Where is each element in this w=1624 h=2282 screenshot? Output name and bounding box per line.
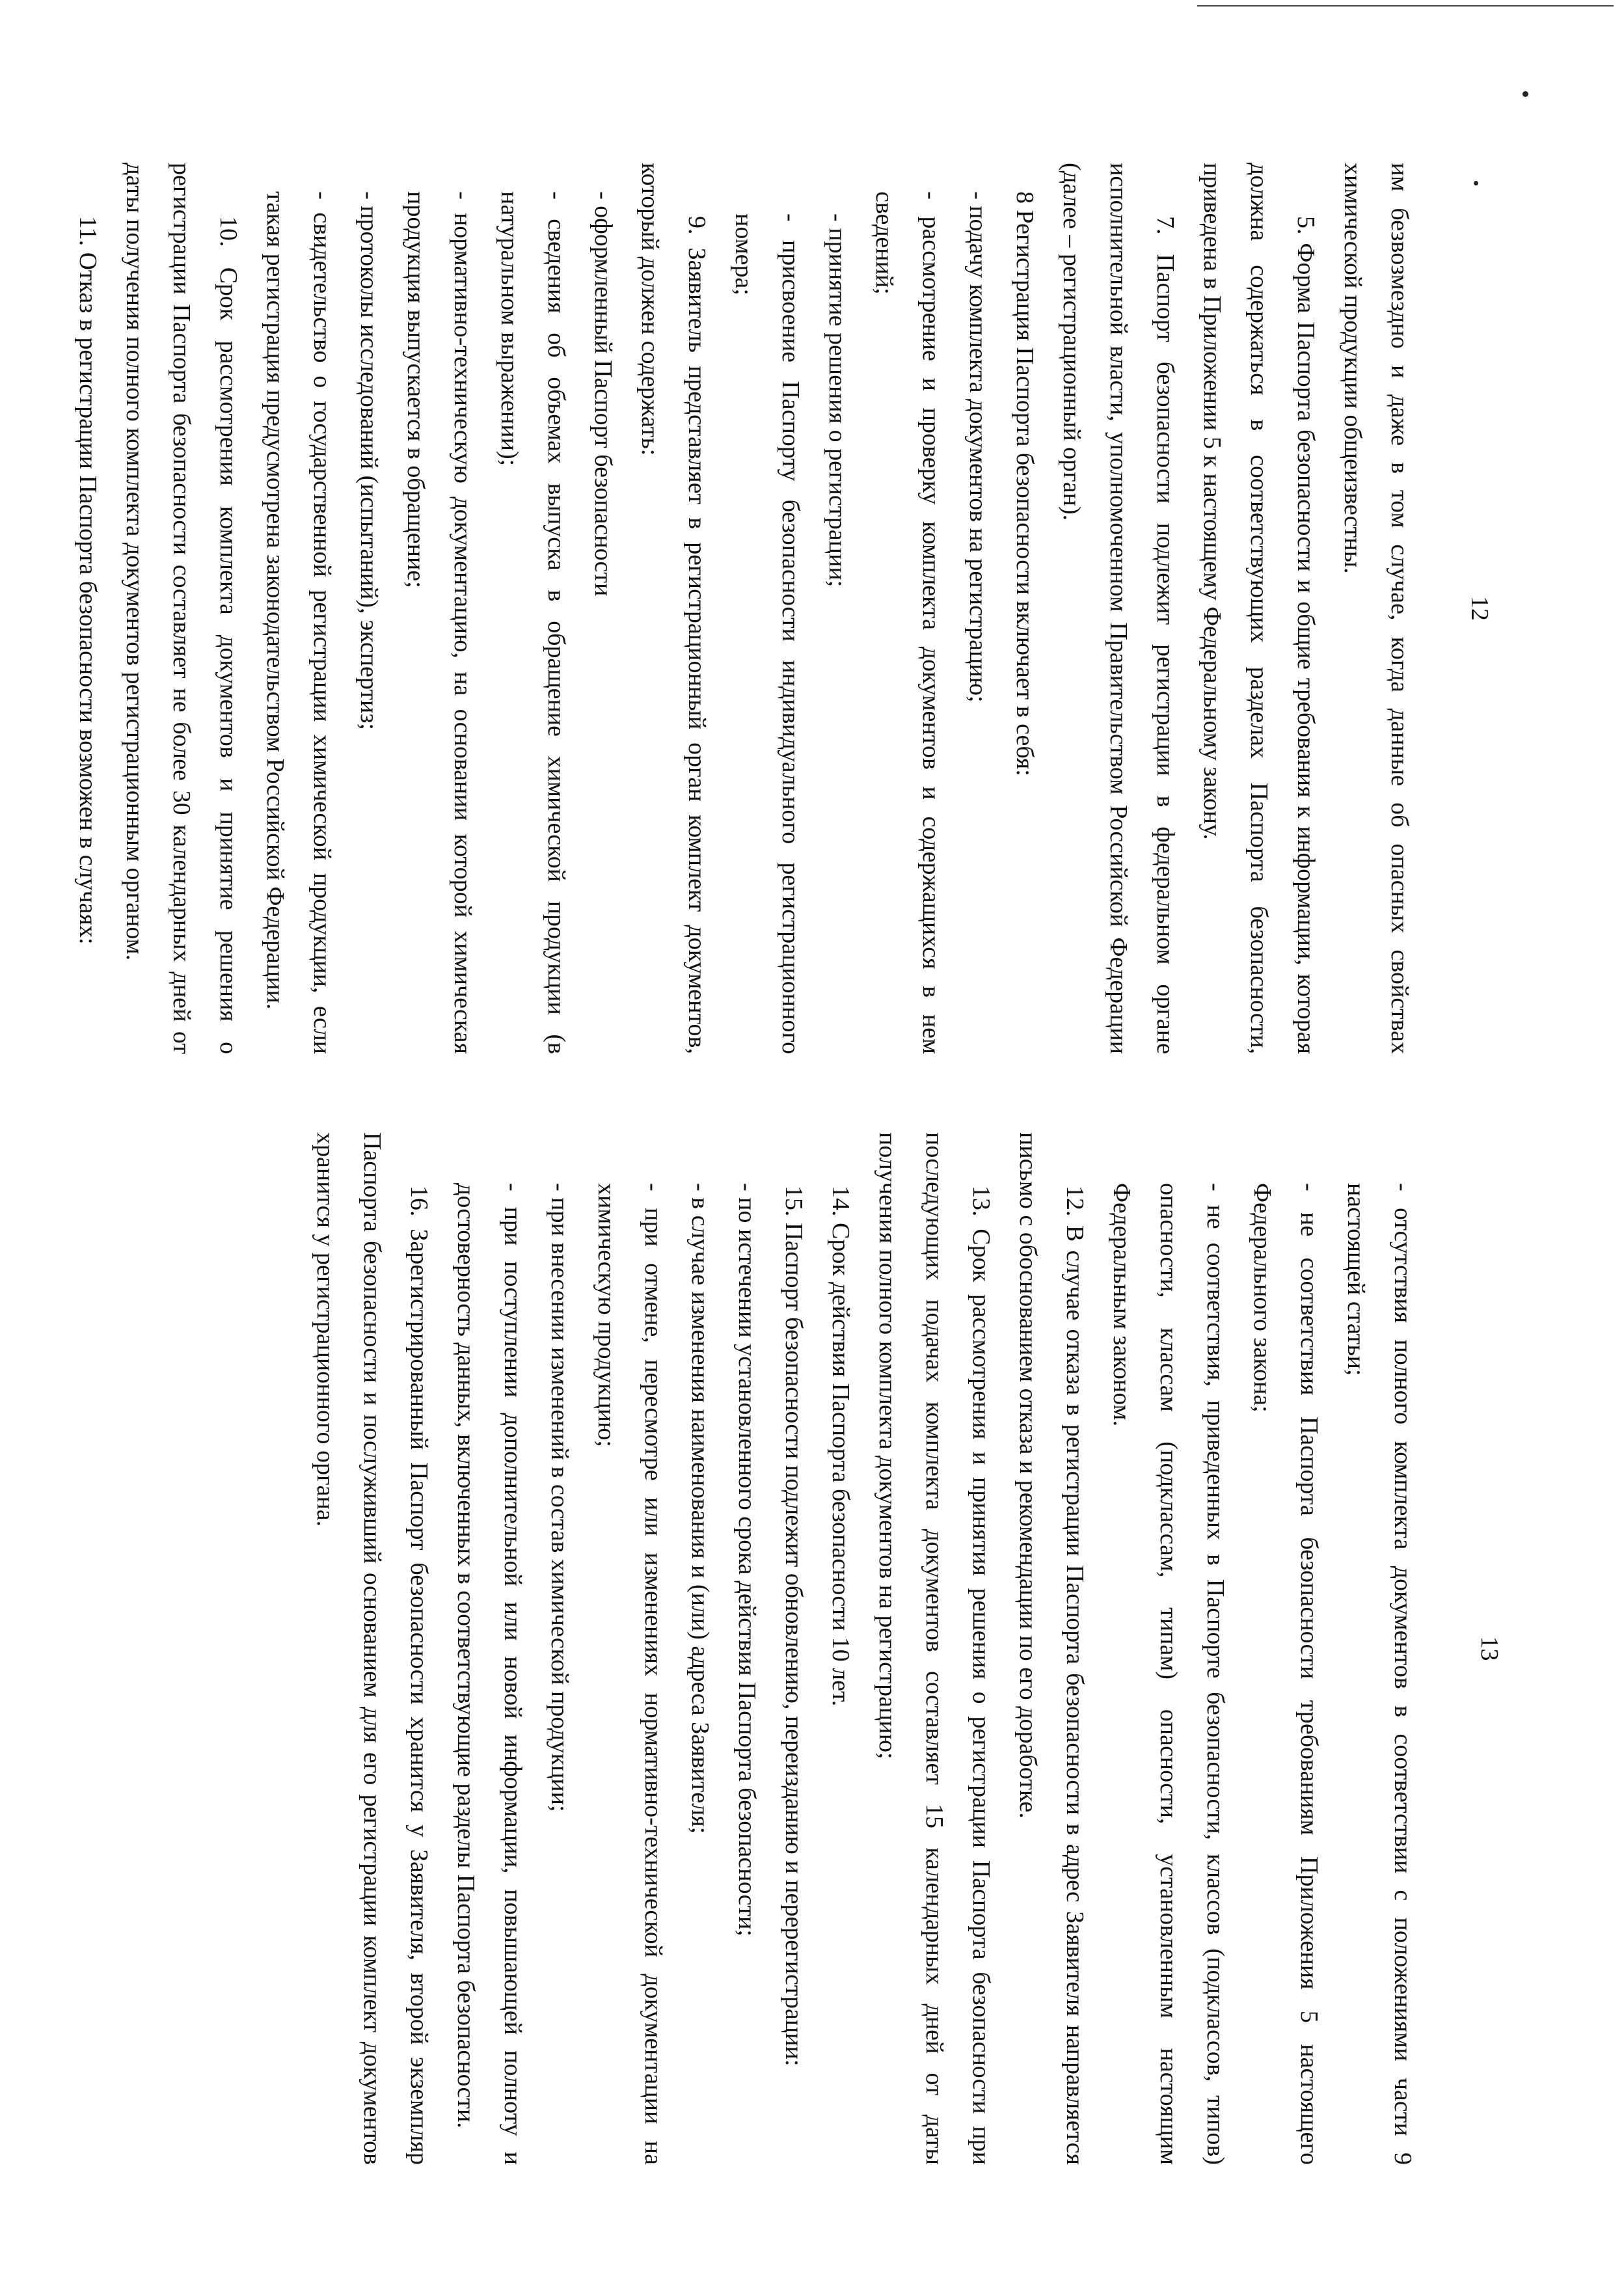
list-item: - нормативно-техническую документацию, на основании которой химическая продукция выпускается в обращение;: [402, 191, 476, 1054]
right-page: [0, 1093, 1624, 2282]
paragraph: им безвозмездно и даже в том случае, когда данные об опасных свойствах химической продукции общеизвестны.: [1339, 163, 1413, 1054]
page-number: 12: [1466, 596, 1493, 621]
page-number: 13: [1476, 1636, 1503, 1661]
paragraph: 12. В случае отказа в регистрации Паспорта безопасности в адрес Заявителя направляется письмо с обоснованием отказа и рекомендации по его доработке.: [1014, 1132, 1089, 2165]
list-item: - сведения об объемах выпуска в обращение химической продукции (в натуральном выражении);: [496, 191, 570, 1054]
list-item: - присвоение Паспорту безопасности индивидуального регистрационного номера;: [730, 213, 804, 1054]
list-item: - рассмотрение и проверку комплекта документов и содержащихся в нем сведений;: [871, 191, 945, 1054]
list-item: - протоколы исследований (испытаний), экспертиз;: [355, 191, 383, 730]
list-item: - оформленный Паспорт безопасности: [589, 191, 617, 597]
list-item: - подачу комплекта документов на регистрацию;: [964, 191, 992, 703]
paragraph: 9. Заявитель представляет в регистрационный орган комплект документов, который должен содержать:: [636, 163, 710, 1054]
list-item: - по истечении установленного срока действия Паспорта безопасности;: [733, 1183, 761, 1936]
scan-dot: [1522, 91, 1528, 97]
left-page: [0, 0, 1624, 1093]
paragraph: 5. Форма Паспорта безопасности и общие требования к информации, которая должна содержаться в соответствующих разделах Паспорта безопасности, приведена в Приложении 5 к настоящему Федеральному закону.: [1198, 163, 1320, 1054]
paragraph: 10. Срок рассмотрения комплекта документов и принятие решения о регистрации Паспорта безопасности составляет не более 30 календарных дней от даты получения полного комплекта документов регистрационным органом.: [121, 163, 242, 1054]
list-item: - при отмене, пересмотре или изменениях нормативно-технической документации на химическую продукцию;: [593, 1183, 667, 2165]
list-item: - при внесении изменений в состав химической продукции;: [546, 1183, 573, 1812]
list-item: - свидетельство о государственной регистрации химической продукции, если такая регистрация предусмотрена законодательством Российской Федерации.: [262, 191, 336, 1054]
paragraph: 13. Срок рассмотрения и принятия решения о регистрации Паспорта безопасности при последующих подачах комплекта документов составляет 15 календарных дней от даты получения полного комплекта документов на регистрацию;: [874, 1132, 995, 2165]
paragraph: 7. Паспорт безопасности подлежит регистрации в федеральном органе исполнительной власти, уполномоченном Правительством Российской Федерации (далее – регистрационный орган).: [1058, 163, 1179, 1054]
paragraph: 14. Срок действия Паспорта безопасности 10 лет.: [827, 1186, 854, 1707]
scan-dot: [1474, 181, 1478, 185]
list-item: - при поступлении дополнительной или новой информации, повышающей полноту и достоверность данных, включенных в соответствующие разделы Паспорта безопасности.: [452, 1183, 526, 2165]
list-item: - в случае изменения наименования и (или) адреса Заявителя;: [686, 1183, 714, 1834]
list-item: - отсутствия полного комплекта документов в соответствии с положениями части 9 настоящей статьи;: [1342, 1183, 1416, 2165]
paragraph: 15. Паспорт безопасности подлежит обновлению, переизданию и перерегистрации:: [780, 1186, 807, 2067]
list-item: - не соответствия, приведенных в Паспорте безопасности, классов (подклассов, типов) опасности, классам (подклассам, типам) опасности, установленным настоящим Федеральным законом.: [1108, 1183, 1229, 2165]
paragraph: 8 Регистрация Паспорта безопасности включает в себя:: [1011, 191, 1038, 776]
list-item: - не соответствия Паспорта безопасности требованиям Приложения 5 настоящего Федерального закона;: [1249, 1183, 1323, 2165]
scan-edge-line: [1197, 5, 1614, 7]
list-item: - принятие решения о регистрации;: [824, 213, 851, 588]
paragraph: 16. Зарегистрированный Паспорт безопасности хранится у Заявителя, второй экземпляр Паспорта безопасности и послуживший основанием для его регистрации комплект документов хранится у регистрационного органа.: [312, 1132, 433, 2165]
paragraph: 11. Отказ в регистрации Паспорта безопасности возможен в случаях:: [74, 216, 102, 945]
